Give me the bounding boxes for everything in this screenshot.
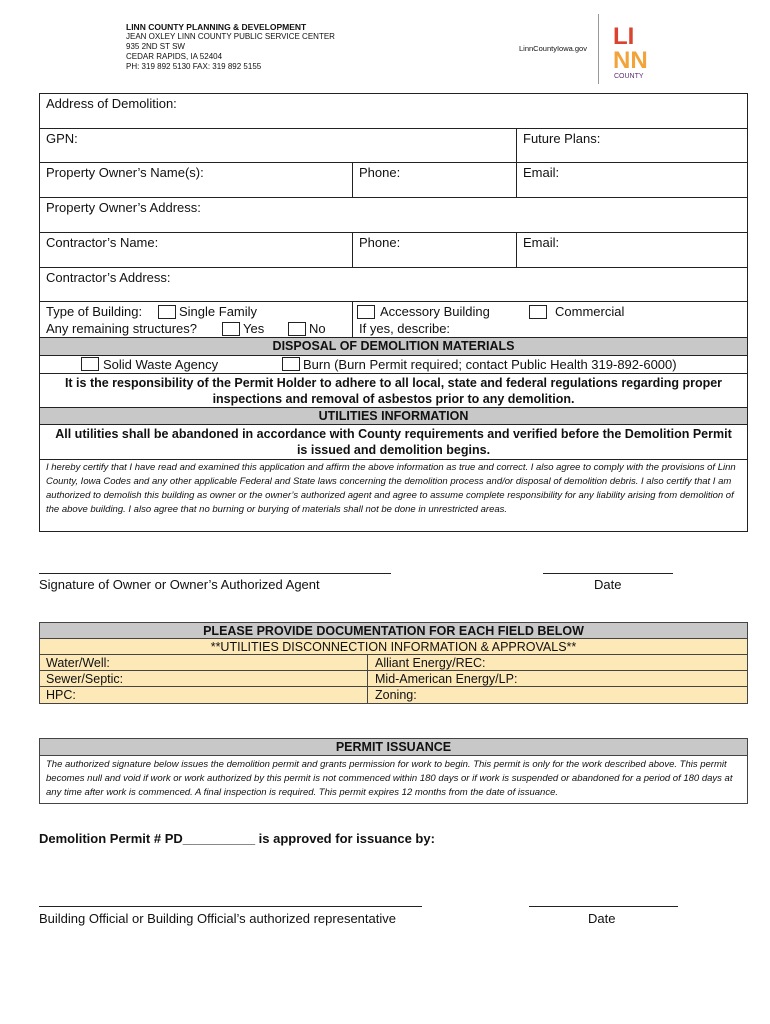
documentation-table <box>39 622 748 704</box>
gpn-label: GPN: <box>46 131 78 146</box>
zoning-field[interactable]: Zoning: <box>367 687 417 703</box>
disposal-heading <box>40 338 747 356</box>
letterhead <box>0 0 770 92</box>
address-line: JEAN OXLEY LINN COUNTY PUBLIC SERVICE CENTER <box>126 32 335 41</box>
row-contractor <box>40 233 747 268</box>
sewer-septic-field[interactable]: Sewer/Septic: <box>46 672 124 686</box>
demolition-form <box>39 93 748 532</box>
permit-issuance-box <box>39 738 748 804</box>
single-family-label: Single Family <box>179 304 258 319</box>
contractor-email-field[interactable] <box>516 233 747 267</box>
future-plans-field[interactable] <box>516 129 747 162</box>
table-row <box>40 655 747 671</box>
solid-waste-checkbox[interactable] <box>81 357 99 371</box>
owner-address-label: Property Owner’s Address: <box>46 200 201 215</box>
row-address <box>40 94 747 129</box>
owner-email-field[interactable] <box>516 163 747 197</box>
owner-phone-field[interactable] <box>352 163 516 197</box>
table-row <box>40 687 747 703</box>
address-line: PH: 319 892 5130 FAX: 319 892 5155 <box>126 62 262 71</box>
org-address-block <box>126 22 335 72</box>
permit-number-line[interactable]: Demolition Permit # PD__________ is approved for issuance by: <box>39 831 435 846</box>
email-label: Email: <box>523 235 560 250</box>
future-plans-label: Future Plans: <box>523 131 601 146</box>
org-name: LINN COUNTY PLANNING & DEVELOPMENT <box>126 22 307 32</box>
row-disposal <box>40 356 747 374</box>
utilities-heading <box>40 408 747 425</box>
address-line: CEDAR RAPIDS, IA 52404 <box>126 52 223 61</box>
owner-name-field[interactable] <box>40 163 352 197</box>
accessory-checkbox[interactable] <box>357 305 375 319</box>
contractor-address-label: Contractor’s Address: <box>46 270 171 285</box>
owner-address-field[interactable] <box>40 198 747 232</box>
utilities-approvals-subheading: **UTILITIES DISCONNECTION INFORMATION & APPROVALS** <box>40 639 747 655</box>
certify-text: I hereby certify that I have read and examined this application and affirm the above information as true and correct. I also agree to comply with the provisions of Linn County, Iowa Codes and any other applicable Federal and State laws concerning the demolition process and/or disposal of demolition debris. I also certify that I am authorized to demolish this building as owner or the owner’s authorized agent and agree to assume complete responsibility for any liability arising from demolition of the above building. I also agree that no burning or burying of materials shall not be done in unrestricted areas. <box>46 462 736 515</box>
responsibility-text: It is the responsibility of the Permit Holder to adhere to all local, state and federal regulations regarding proper inspections and removal of asbestos prior to any demolition. <box>64 376 723 406</box>
phone-label: Phone: <box>359 165 401 180</box>
website-link[interactable]: LinnCountyIowa.gov <box>519 44 587 53</box>
permit-issuance-text: The authorized signature below issues the demolition permit and grants permission for work to begin. This permit is only for the work described above. This permit becomes null and void if work or work authorized by this permit is not commenced within 180 days or if work is suspended or abandoned for a period of 180 days at any time after work is commenced. A final inspection is required. This permit expires 12 months from the date of issuance. <box>46 759 733 798</box>
utilities-text: All utilities shall be abandoned in accordance with County requirements and verified before the Demolition Permit is issued and demolition begins. <box>55 427 732 457</box>
solid-waste-label: Solid Waste Agency <box>103 357 219 372</box>
gpn-field[interactable] <box>40 129 516 162</box>
certification-statement <box>40 460 747 531</box>
alliant-energy-field[interactable]: Alliant Energy/REC: <box>367 655 485 670</box>
type-label: Type of Building: <box>46 304 143 319</box>
official-signature-label: Building Official or Building Official’s authorized representative <box>39 911 396 926</box>
owner-signature-line[interactable] <box>39 573 391 574</box>
mid-american-energy-field[interactable]: Mid-American Energy/LP: <box>367 671 517 686</box>
owner-name-label: Property Owner’s Name(s): <box>46 165 204 180</box>
official-date-line[interactable] <box>529 906 678 907</box>
responsibility-notice <box>40 374 747 408</box>
building-type-group <box>40 302 352 337</box>
contractor-name-field[interactable] <box>40 233 352 267</box>
remaining-label: Any remaining structures? <box>46 321 198 336</box>
address-line: 935 2ND ST SW <box>126 42 185 51</box>
no-label: No <box>309 321 326 336</box>
official-date-label: Date <box>588 911 616 926</box>
accessory-label: Accessory Building <box>380 304 490 319</box>
contractor-name-label: Contractor’s Name: <box>46 235 159 250</box>
table-row <box>40 671 747 687</box>
phone-label: Phone: <box>359 235 401 250</box>
logo-bottom-letters: NN <box>613 47 648 74</box>
single-family-checkbox[interactable] <box>158 305 176 319</box>
if-yes-describe-label: If yes, describe: <box>359 321 451 336</box>
logo-sub: COUNTY <box>614 73 644 80</box>
permit-issuance-heading: PERMIT ISSUANCE <box>40 739 747 756</box>
utilities-notice <box>40 425 747 460</box>
owner-date-label: Date <box>594 577 622 592</box>
row-contractor-address <box>40 268 747 302</box>
logo-top-letters: LI <box>613 23 635 50</box>
email-label: Email: <box>523 165 560 180</box>
utilities-heading-text: UTILITIES INFORMATION <box>318 409 469 423</box>
header-divider <box>598 14 599 84</box>
official-signature-line[interactable] <box>39 906 422 907</box>
commercial-checkbox[interactable] <box>529 305 547 319</box>
row-owner <box>40 163 747 198</box>
linn-county-logo <box>611 20 651 84</box>
row-owner-address <box>40 198 747 233</box>
burn-label: Burn (Burn Permit required; contact Public Health 319-892-6000) <box>303 357 677 372</box>
remaining-yes-checkbox[interactable] <box>222 322 240 336</box>
commercial-label: Commercial <box>555 304 625 319</box>
disposal-heading-text: DISPOSAL OF DEMOLITION MATERIALS <box>272 339 515 353</box>
burn-checkbox[interactable] <box>282 357 300 371</box>
contractor-address-field[interactable] <box>40 268 747 301</box>
address-field[interactable] <box>40 94 747 128</box>
row-gpn <box>40 129 747 163</box>
owner-signature-label: Signature of Owner or Owner’s Authorized Agent <box>39 577 320 592</box>
owner-date-line[interactable] <box>543 573 673 574</box>
contractor-phone-field[interactable] <box>352 233 516 267</box>
remaining-no-checkbox[interactable] <box>288 322 306 336</box>
row-building-type <box>40 302 747 338</box>
address-label: Address of Demolition: <box>46 96 177 111</box>
water-well-field[interactable]: Water/Well: <box>46 656 110 670</box>
building-type-group-right <box>352 302 747 337</box>
hpc-field[interactable]: HPC: <box>46 688 76 702</box>
yes-label: Yes <box>243 321 265 336</box>
documentation-heading: PLEASE PROVIDE DOCUMENTATION FOR EACH FIELD BELOW <box>40 623 747 639</box>
